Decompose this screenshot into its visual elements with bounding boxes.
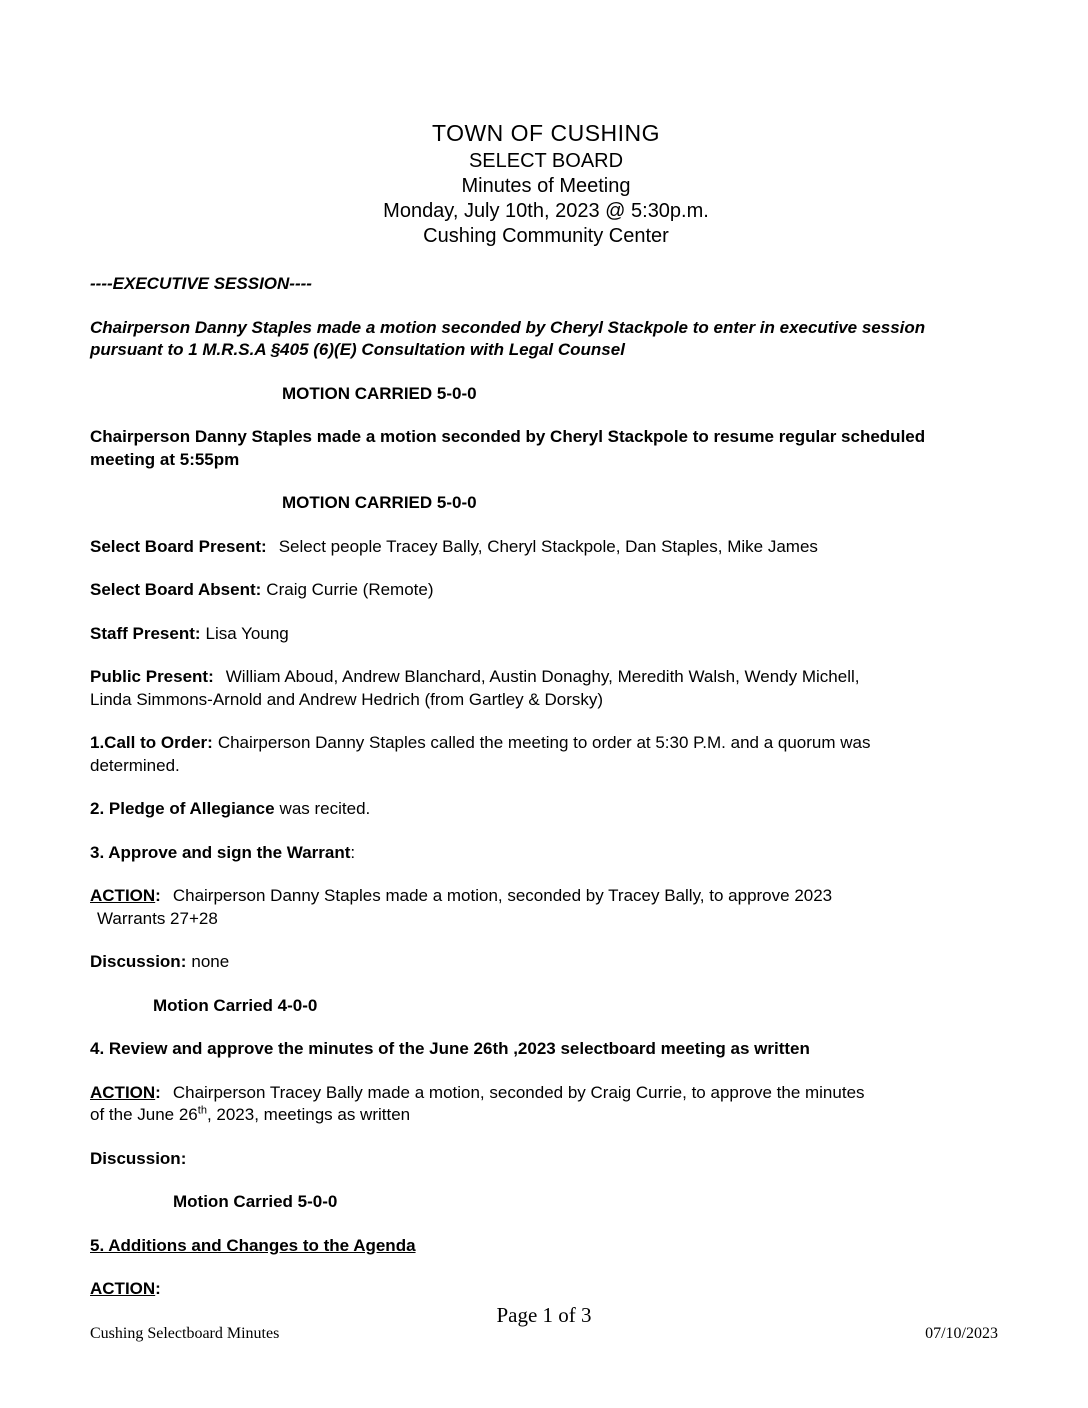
action-warrant-text-line1: Chairperson Danny Staples made a motion, seconded by Tracey Bally, to approve 2023: [172, 886, 833, 905]
item-2-text: was recited.: [279, 799, 371, 818]
motion-carried-exec-2: MOTION CARRIED 5-0-0: [282, 493, 477, 512]
action-agenda: [90, 1278, 1002, 1301]
page-indicator: Page 1 of 3: [496, 1303, 592, 1327]
motion-carried-minutes: Motion Carried 5-0-0: [173, 1192, 338, 1211]
attendance-absent-label: Select Board Absent:: [90, 580, 262, 599]
discussion-minutes-label: Discussion:: [90, 1148, 187, 1168]
attendance-present: [90, 536, 1002, 559]
executive-session-heading: [90, 273, 1002, 296]
exec-motion-resume-line2: meeting at 5:55pm: [90, 449, 240, 469]
exec-motion-enter-line2: pursuant to 1 M.R.S.A §405 (6)(E) Consultation with Legal Counsel: [90, 340, 625, 359]
attendance-public-names-line2: Linda Simmons-Arnold and Andrew Hedrich (from Gartley & Dorsky): [90, 689, 604, 709]
item-2-pledge: [90, 798, 1002, 821]
doc-title-datetime: Monday, July 10th, 2023 @ 5:30p.m.: [383, 200, 709, 222]
item-5-agenda-heading: [90, 1235, 1002, 1258]
action-warrant: [90, 885, 1002, 930]
attendance-absent-names: Craig Currie (Remote): [266, 580, 434, 599]
attendance-public-names-line1: William Aboud, Andrew Blanchard, Austin Donaghy, Meredith Walsh, Wendy Michell,: [225, 667, 860, 686]
attendance-absent: [90, 579, 1002, 602]
item-1-line1: [90, 732, 1002, 755]
motion-carried-warrant: Motion Carried 4-0-0: [153, 995, 318, 1015]
action-minutes-text-line1: Chairperson Tracey Bally made a motion, seconded by Craig Currie, to approve the minutes: [172, 1082, 865, 1102]
attendance-staff-names: Lisa Young: [205, 623, 289, 643]
action-minutes-label: ACTION: [90, 1082, 156, 1102]
action-minutes-ordinal-suffix: th: [197, 1104, 207, 1117]
attendance-staff-label: Staff Present:: [90, 623, 201, 643]
action-minutes-line1: [90, 1082, 1002, 1105]
item-1-text-line2: determined.: [90, 755, 180, 775]
footer-date: 07/10/2023: [925, 1325, 998, 1342]
doc-title-board: SELECT BOARD: [468, 150, 624, 172]
item-1-label: 1.Call to Order:: [90, 733, 213, 752]
attendance-public-label: Public Present:: [90, 667, 214, 686]
document-header: [90, 117, 1002, 249]
attendance-present-label: Select Board Present:: [90, 536, 267, 556]
doc-title-location: Cushing Community Center: [423, 225, 669, 247]
exec-motion-enter-line1: Chairperson Danny Staples made a motion seconded by Cheryl Stackpole to enter in executive session: [90, 317, 926, 337]
item-1-call-to-order: [90, 732, 1002, 777]
document-content: [90, 117, 1002, 1322]
item-3-label: 3. Approve and sign the Warrant: [90, 842, 351, 862]
attendance-public-line1: [90, 666, 1002, 689]
action-minutes-text-line2b: , 2023, meetings as written: [206, 1105, 411, 1124]
action-minutes-line2: [90, 1104, 1002, 1127]
action-minutes-colon: :: [155, 1082, 161, 1102]
motion-carried-exec-1: MOTION CARRIED 5-0-0: [282, 383, 477, 403]
footer-doc-title: Cushing Selectboard Minutes: [90, 1325, 280, 1342]
discussion-warrant-label: Discussion:: [90, 952, 187, 971]
executive-session-heading-text: ----EXECUTIVE SESSION----: [90, 274, 312, 293]
exec-motion-enter-session: [90, 317, 1002, 362]
discussion-minutes: [90, 1148, 1002, 1171]
action-warrant-label: ACTION: [90, 886, 156, 905]
page-footer: [90, 1325, 998, 1343]
item-1-text-line1: Chairperson Danny Staples called the meeting to order at 5:30 P.M. and a quorum was: [217, 733, 871, 752]
action-minutes-text-line2a: of the June 26: [90, 1105, 198, 1124]
action-warrant-colon: :: [155, 886, 161, 905]
item-3-colon: :: [350, 842, 356, 862]
exec-motion-resume-line1: Chairperson Danny Staples made a motion seconded by Cheryl Stackpole to resume regular scheduled: [90, 427, 926, 446]
action-warrant-text-line2: Warrants 27+28: [97, 908, 218, 928]
document-body: [90, 273, 1002, 1301]
item-5-heading-text: 5. Additions and Changes to the Agenda: [90, 1235, 416, 1255]
exec-motion-resume-meeting: [90, 426, 1002, 471]
attendance-staff: [90, 623, 1002, 646]
doc-title-town: TOWN OF CUSHING: [431, 120, 661, 146]
item-4-minutes-heading: 4. Review and approve the minutes of the June 26th ,2023 selectboard meeting as written: [90, 1039, 810, 1058]
attendance-public: [90, 666, 1002, 711]
attendance-present-names: Select people Tracey Bally, Cheryl Stackpole, Dan Staples, Mike James: [278, 536, 818, 556]
item-2-label: 2. Pledge of Allegiance: [90, 799, 275, 818]
action-agenda-label: ACTION: [90, 1279, 156, 1298]
item-3-warrant-heading: [90, 842, 1002, 865]
action-warrant-line1: [90, 885, 1002, 908]
discussion-warrant: [90, 951, 1002, 974]
action-minutes: [90, 1082, 1002, 1127]
discussion-warrant-text: none: [191, 952, 230, 971]
doc-title-minutes: Minutes of Meeting: [461, 175, 631, 197]
action-agenda-colon: :: [155, 1279, 161, 1298]
